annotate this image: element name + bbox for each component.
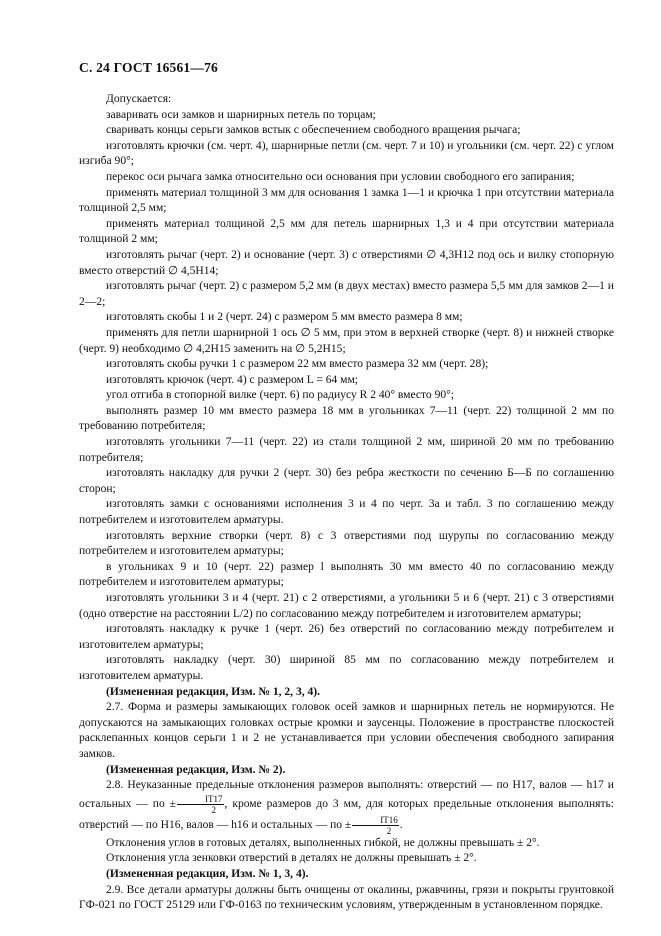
paragraph: применять материал толщиной 2,5 мм для петель шарнирных 1,3 и 4 при отсутствии материала толщиной 2 мм;: [79, 217, 614, 246]
paragraph: угол отгиба в стопорной вилке (черт. 6) по радиусу R 2 40° вместо 90°;: [106, 389, 454, 402]
paragraph: изготовлять накладку для ручки 2 (черт. 30) без ребра жесткости по сечению Б—Б по соглашению сторон;: [79, 467, 614, 495]
paragraph: изготовлять скобы ручки 1 с размером 22 мм вместо размера 32 мм (черт. 28);: [106, 358, 489, 371]
paragraph: применять материал толщиной 3 мм для основания 1 замка 1—1 и крючка 1 при отсутствии материала толщиной 2,5 мм;: [79, 186, 614, 215]
paragraph: Отклонения углов в готовых деталях, выполненных гибкой, не должны превышать ± 2°.: [106, 836, 540, 849]
page-header: С. 24 ГОСТ 16561—76: [79, 60, 218, 75]
paragraph-2-8: 2.8. Неуказанные предельные отклонения размеров выполнять: отверстий — по Н17, валов — h17 и остальных — по ± $\frac{IT17}{2}$ , кроме размеров до 3 мм, для которых предельные отклонения выполнять: отверстий — по Н16, валов — h16 и остальных — по ± $\frac{IT16}{2}$ .: [79, 779, 614, 836]
fraction-it16: $\frac{IT16}{2}$: [352, 815, 399, 836]
paragraph: Допускается:: [106, 93, 172, 105]
paragraph: 2.7. Форма и размеры замыкающих головок осей замков и шарнирных петель не нормируются. Не допускаются на замыкающих головках острые кромки и заусенцы. Положение в пространстве плоскостей расклепанных концов серьги 1 и 2 не устанавливается при условии обеспечения свободного запирания замков.: [79, 701, 614, 760]
paragraph: изготовлять скобы 1 и 2 (черт. 24) с размером 5 мм вместо размера 8 мм;: [106, 311, 463, 324]
paragraph: изготовлять угольники 7—11 (черт. 22) из стали толщиной 2 мм, шириной 20 мм по требованию потребителя;: [79, 436, 614, 464]
paragraph: изготовлять накладку (черт. 30) шириной 85 мм по согласованию между потребителем и изготовителем арматуры.: [79, 654, 614, 682]
paragraph: выполнять размер 10 мм вместо размера 18 мм в угольниках 7—11 (черт. 22) толщиной 2 мм по требованию потребителя;: [79, 404, 614, 433]
paragraph: изготовлять рычаг (черт. 2) с размером 5,2 мм (в двух местах) вместо размера 5,5 мм для замков 2—1 и 2—2;: [79, 280, 614, 308]
paragraph: применять для петли шарнирной 1 ось ∅ 5 мм, при этом в верхней створке (черт. 8) и нижней створке (черт. 9) необходимо ∅ 4,2Н15 заменить на ∅ 5,2Н15;: [79, 326, 614, 355]
paragraph: в угольниках 9 и 10 (черт. 22) размер l выполнять 30 мм вместо 40 по согласованию между потребителем и изготовителем арматуры;: [79, 560, 614, 589]
paragraph: изготовлять рычаг (черт. 2) и основание (черт. 3) с отверстиями ∅ 4,3Н12 под ось и вилку стопорную вместо отверстий ∅ 4,5Н14;: [79, 248, 614, 277]
amendment-note: (Измененная редакция, Изм. № 2).: [106, 763, 286, 776]
paragraph: заваривать оси замков и шарнирных петель по торцам;: [106, 108, 376, 121]
fraction-it17: $\frac{IT17}{2}$: [177, 794, 224, 815]
paragraph-list: [79, 92, 614, 778]
paragraph: перекос оси рычага замка относительно оси основания при условии свободного его запирания;: [106, 170, 575, 183]
paragraph: изготовлять крючки (см. черт. 4), шарнирные петли (см. черт. 7 и 10) и угольники (см. черт. 22) с углом изгиба 90°;: [79, 139, 614, 168]
paragraph: сваривать концы серьги замков встык с обеспечением свободного вращения рычага;: [106, 124, 521, 137]
paragraph: 2.9. Все детали арматуры должны быть очищены от окалины, ржавчины, грязи и покрыты грунтовкой ГФ-021 по ГОСТ 25129 или ГФ-0163 по техническим условиям, утвержденным в установленном порядке.: [79, 883, 614, 912]
paragraph: изготовлять замки с основаниями исполнения 3 и 4 по черт. 3а и табл. 3 по соглашению между потребителем и изготовителем арматуры.: [79, 498, 614, 527]
amendment-note: (Измененная редакция, Изм. № 1, 2, 3, 4).: [106, 685, 321, 698]
tail-paragraph-list: [79, 836, 614, 914]
paragraph: изготовлять накладку к ручке 1 (черт. 26) без отверстий по согласованию между потребителем и изготовителем арматуры;: [79, 623, 614, 651]
document-body: [79, 92, 614, 914]
paragraph: Отклонения угла зенковки отверстий в деталях не должны превышать ± 2°.: [106, 852, 477, 865]
amendment-note: (Измененная редакция, Изм. № 1, 3, 4).: [106, 867, 309, 880]
paragraph: изготовлять верхние створки (черт. 8) с 3 отверстиями под шурупы по согласованию между потребителем и изготовителем арматуры;: [79, 529, 614, 558]
paragraph: изготовлять угольники 3 и 4 (черт. 21) с 2 отверстиями, а угольники 5 и 6 (черт. 21) с 3 отверстиями (одно отверстие на расстоянии L/2) по согласованию между потребителем и изготовителем арматуры;: [79, 592, 614, 620]
paragraph: изготовлять крючок (черт. 4) с размером L = 64 мм;: [106, 373, 358, 386]
